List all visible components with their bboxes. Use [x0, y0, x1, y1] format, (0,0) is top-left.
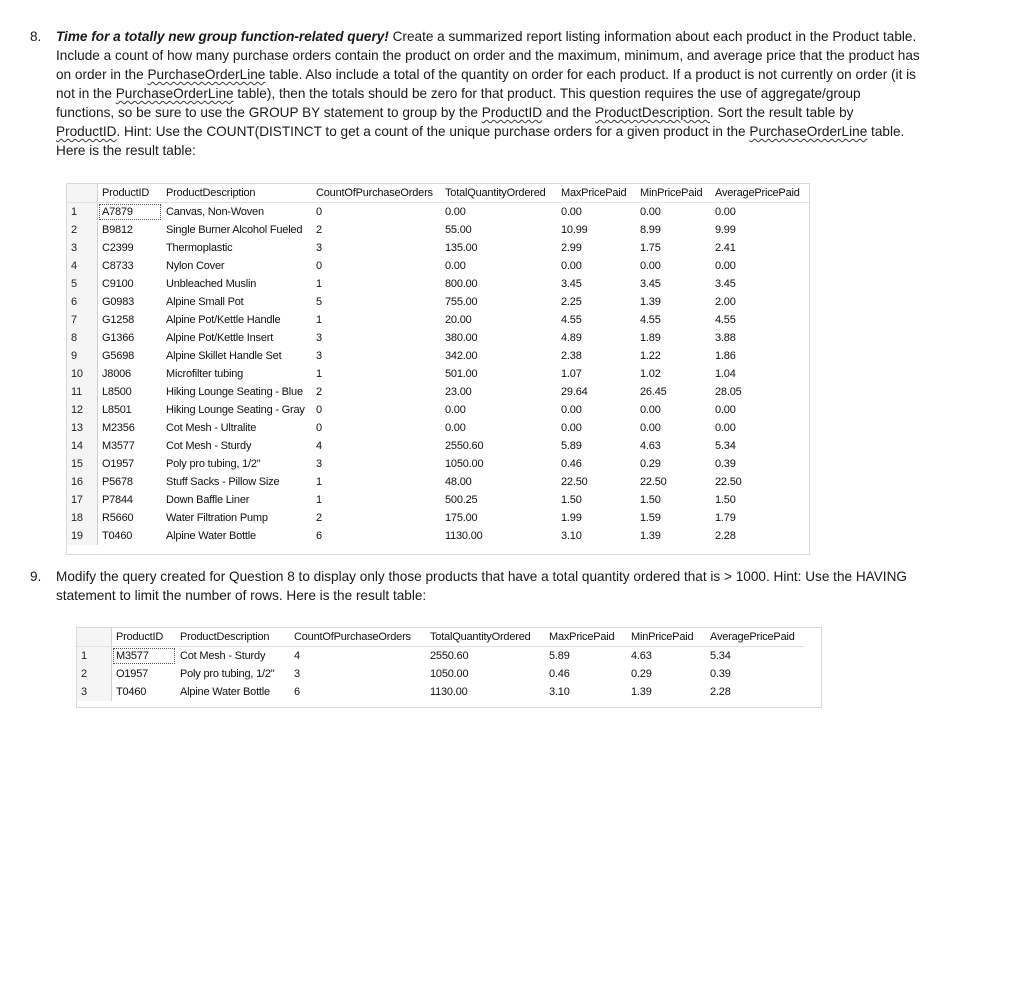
table-cell[interactable]: 0.00 — [445, 404, 466, 416]
table-cell[interactable]: 1.50 — [561, 494, 582, 506]
table-cell[interactable]: 0.29 — [640, 458, 661, 470]
row-number[interactable]: 15 — [67, 455, 98, 473]
table-cell[interactable]: 2.28 — [710, 686, 731, 698]
q8-text-part: table. Here is the result table: — [56, 124, 905, 158]
table-cell[interactable]: 0 — [316, 206, 322, 218]
question-8-text — [56, 27, 920, 160]
table-cell[interactable]: 1.86 — [715, 350, 736, 362]
column-header[interactable]: ProductID — [112, 628, 177, 647]
table-cell[interactable]: 3 — [294, 668, 300, 680]
question-8-lead: Time for a totally new group function-related query! — [56, 29, 389, 44]
row-number[interactable]: 13 — [67, 419, 98, 437]
table-cell[interactable]: P5678 — [102, 476, 133, 488]
row-number[interactable]: 7 — [67, 311, 98, 329]
table-cell[interactable]: 2.99 — [561, 242, 582, 254]
table-cell[interactable]: 0.00 — [561, 260, 582, 272]
question-8-number: 8. — [30, 29, 42, 44]
table-cell[interactable]: T0460 — [102, 530, 133, 542]
column-header[interactable]: CountOfPurchaseOrders — [312, 184, 441, 203]
result-grid-q9 — [76, 627, 822, 708]
table-cell[interactable]: 2550.60 — [430, 650, 469, 662]
table-cell[interactable]: 8.99 — [640, 224, 661, 236]
table-cell[interactable]: 1.50 — [640, 494, 661, 506]
table-row[interactable] — [67, 455, 809, 473]
table-cell[interactable]: 4.89 — [561, 332, 582, 344]
table-cell[interactable]: C9100 — [102, 278, 134, 290]
table-cell[interactable]: 1.75 — [640, 242, 661, 254]
table-cell[interactable]: 3 — [316, 350, 322, 362]
row-number[interactable]: 14 — [67, 437, 98, 455]
table-cell[interactable]: Canvas, Non-Woven — [166, 206, 264, 218]
table-cell[interactable]: Unbleached Muslin — [166, 278, 257, 290]
header-row — [77, 628, 804, 647]
table-cell[interactable]: Down Baffle Liner — [166, 494, 250, 506]
table-cell[interactable]: 1 — [316, 314, 322, 326]
table-cell[interactable]: 1050.00 — [445, 458, 484, 470]
table-row[interactable] — [67, 347, 809, 365]
table-cell[interactable]: 1.89 — [640, 332, 661, 344]
table-cell[interactable]: M3577 — [112, 647, 177, 666]
column-header[interactable]: TotalQuantityOrdered — [441, 184, 557, 203]
table-cell[interactable]: 20.00 — [445, 314, 472, 326]
table-cell[interactable]: Water Filtration Pump — [166, 512, 268, 524]
table-cell[interactable]: 2.00 — [715, 296, 736, 308]
table-cell[interactable]: 0.00 — [715, 260, 736, 272]
table-cell[interactable]: 0.39 — [710, 668, 731, 680]
spellcheck-word: PurchaseOrderLine — [749, 124, 868, 139]
table-cell[interactable]: 135.00 — [445, 242, 478, 254]
table-cell[interactable]: 3.88 — [715, 332, 736, 344]
table-cell[interactable]: 2550.60 — [445, 440, 484, 452]
table-row[interactable] — [67, 257, 809, 275]
table-cell[interactable]: 22.50 — [715, 476, 742, 488]
table-cell[interactable]: 0.00 — [640, 422, 661, 434]
row-number[interactable]: 4 — [67, 257, 98, 275]
row-number[interactable]: 18 — [67, 509, 98, 527]
table-row[interactable] — [67, 473, 809, 491]
table-cell[interactable]: 0.29 — [631, 668, 652, 680]
column-header[interactable]: MaxPricePaid — [545, 628, 627, 647]
table-cell[interactable]: 22.50 — [640, 476, 667, 488]
table-cell[interactable]: O1957 — [102, 458, 135, 470]
table-cell[interactable]: 1.39 — [640, 530, 661, 542]
table-cell[interactable]: P7844 — [102, 494, 133, 506]
table-cell[interactable]: 0 — [316, 404, 322, 416]
table-cell[interactable]: 0.00 — [715, 206, 736, 218]
table-cell[interactable]: Nylon Cover — [166, 260, 225, 272]
table-cell[interactable]: O1957 — [116, 668, 149, 680]
table-cell[interactable]: 0.00 — [561, 404, 582, 416]
table-cell[interactable]: 3.45 — [715, 278, 736, 290]
table-cell[interactable]: 1.59 — [640, 512, 661, 524]
table-cell[interactable]: G5698 — [102, 350, 135, 362]
table-cell[interactable]: 0.00 — [640, 206, 661, 218]
table-cell[interactable]: R5660 — [102, 512, 134, 524]
table-cell[interactable]: 1.39 — [640, 296, 661, 308]
table-cell[interactable]: 0 — [316, 422, 322, 434]
table-cell[interactable]: Poly pro tubing, 1/2" — [180, 668, 275, 680]
table-row[interactable] — [67, 527, 809, 545]
table-cell[interactable]: 3 — [316, 458, 322, 470]
table-cell[interactable]: 29.64 — [561, 386, 588, 398]
table-cell[interactable]: 1.22 — [640, 350, 661, 362]
column-header[interactable]: AveragePricePaid — [711, 184, 809, 203]
row-number[interactable]: 16 — [67, 473, 98, 491]
table-cell[interactable]: Poly pro tubing, 1/2" — [166, 458, 261, 470]
table-cell[interactable]: Alpine Water Bottle — [180, 686, 270, 698]
table-cell[interactable]: 500.25 — [445, 494, 478, 506]
row-number[interactable]: 9 — [67, 347, 98, 365]
table-row[interactable] — [67, 239, 809, 257]
q8-text-part: table. Also include a total of the quantity on order for each product. If a product is not currently on order (it is not in the — [56, 67, 916, 101]
table-cell[interactable]: Alpine Pot/Kettle Handle — [166, 314, 281, 326]
table-cell[interactable]: G1366 — [102, 332, 135, 344]
table-cell[interactable]: L8501 — [102, 404, 132, 416]
row-number[interactable]: 17 — [67, 491, 98, 509]
table-cell[interactable]: B9812 — [102, 224, 133, 236]
table-cell[interactable]: 6 — [316, 530, 322, 542]
table-cell[interactable]: M3577 — [102, 440, 135, 452]
question-9 — [30, 567, 920, 605]
row-number[interactable]: 10 — [67, 365, 98, 383]
table-cell[interactable]: Single Burner Alcohol Fueled — [166, 224, 303, 236]
q8-text-part: . Sort the result table by — [709, 105, 854, 120]
table-cell[interactable]: 0.00 — [561, 422, 582, 434]
row-number[interactable]: 1 — [77, 647, 112, 666]
table-cell[interactable]: 4.55 — [715, 314, 736, 326]
table-cell[interactable]: 3 — [316, 242, 322, 254]
table-cell[interactable]: 0.00 — [640, 404, 661, 416]
table-row[interactable] — [67, 491, 809, 509]
table-cell[interactable]: 1.50 — [715, 494, 736, 506]
row-number[interactable]: 1 — [67, 203, 98, 222]
table-cell[interactable]: Stuff Sacks - Pillow Size — [166, 476, 280, 488]
table-row[interactable] — [77, 683, 804, 701]
table-cell[interactable]: 2 — [316, 386, 322, 398]
table-cell[interactable]: 10.99 — [561, 224, 588, 236]
table-cell[interactable]: Alpine Water Bottle — [166, 530, 256, 542]
column-header[interactable]: ProductDescription — [176, 628, 290, 647]
table-cell[interactable]: 2 — [316, 512, 322, 524]
table-cell[interactable]: 1.07 — [561, 368, 582, 380]
table-cell[interactable]: 5.89 — [561, 440, 582, 452]
result-grid-q8 — [66, 183, 810, 555]
row-number[interactable]: 3 — [77, 683, 112, 701]
table-cell[interactable]: 175.00 — [445, 512, 478, 524]
q8-text-part: Create a summarized report listing information about each product in the Product table. Include a count of how many purchase orders contain the product on order and the maximum, minimum, and average price that the product has on order in the — [56, 29, 920, 82]
table-cell[interactable]: 5.34 — [715, 440, 736, 452]
table-cell[interactable]: 3.45 — [640, 278, 661, 290]
table-cell[interactable]: 0.00 — [715, 422, 736, 434]
table-cell[interactable]: 26.45 — [640, 386, 667, 398]
row-number[interactable]: 5 — [67, 275, 98, 293]
table-row[interactable] — [67, 419, 809, 437]
table-cell[interactable]: 1.39 — [631, 686, 652, 698]
table-cell[interactable]: 5 — [316, 296, 322, 308]
result-table-q9 — [77, 628, 804, 701]
table-cell[interactable]: 0.00 — [640, 260, 661, 272]
row-number[interactable]: 19 — [67, 527, 98, 545]
column-header[interactable]: MinPricePaid — [636, 184, 711, 203]
table-cell[interactable]: 0.46 — [561, 458, 582, 470]
column-header[interactable]: ProductDescription — [162, 184, 312, 203]
table-cell[interactable]: M2356 — [102, 422, 135, 434]
table-cell[interactable]: C8733 — [102, 260, 134, 272]
column-header[interactable]: MinPricePaid — [627, 628, 706, 647]
table-cell[interactable]: T0460 — [116, 686, 147, 698]
table-row[interactable] — [67, 275, 809, 293]
table-cell[interactable]: L8500 — [102, 386, 132, 398]
table-cell[interactable]: 6 — [294, 686, 300, 698]
table-cell[interactable]: 4.55 — [640, 314, 661, 326]
table-cell[interactable]: 48.00 — [445, 476, 472, 488]
table-cell[interactable]: 4 — [294, 650, 300, 662]
column-header[interactable]: TotalQuantityOrdered — [426, 628, 545, 647]
table-cell[interactable]: 1.02 — [640, 368, 661, 380]
table-cell[interactable]: 0.00 — [445, 422, 466, 434]
row-number[interactable]: 2 — [77, 665, 112, 683]
table-cell[interactable]: 0.39 — [715, 458, 736, 470]
table-cell[interactable]: Microfilter tubing — [166, 368, 244, 380]
row-number-header — [67, 184, 98, 203]
table-cell[interactable]: 0.00 — [561, 206, 582, 218]
table-cell[interactable]: 3.45 — [561, 278, 582, 290]
row-number[interactable]: 2 — [67, 221, 98, 239]
table-cell[interactable]: 5.34 — [710, 650, 731, 662]
table-row[interactable] — [67, 509, 809, 527]
table-cell[interactable]: 800.00 — [445, 278, 478, 290]
table-cell[interactable]: 2.25 — [561, 296, 582, 308]
result-table-q8 — [67, 184, 809, 545]
table-row[interactable] — [67, 293, 809, 311]
table-cell[interactable]: 1.99 — [561, 512, 582, 524]
spellcheck-word: PurchaseOrderLine — [147, 67, 266, 82]
header-row — [67, 184, 809, 203]
row-number[interactable]: 8 — [67, 329, 98, 347]
row-number[interactable]: 6 — [67, 293, 98, 311]
table-cell[interactable]: 23.00 — [445, 386, 472, 398]
table-cell[interactable]: C2399 — [102, 242, 134, 254]
table-cell[interactable]: 342.00 — [445, 350, 478, 362]
table-cell[interactable]: 1 — [316, 368, 322, 380]
table-cell[interactable]: 1.04 — [715, 368, 736, 380]
table-row[interactable] — [67, 437, 809, 455]
row-number[interactable]: 3 — [67, 239, 98, 257]
table-row[interactable] — [67, 221, 809, 239]
table-cell[interactable]: 1130.00 — [430, 686, 468, 698]
table-row[interactable] — [67, 311, 809, 329]
table-cell[interactable]: Hiking Lounge Seating - Blue — [166, 386, 303, 398]
q8-text-part: and the — [542, 105, 596, 120]
table-cell[interactable]: 4.55 — [561, 314, 582, 326]
table-cell[interactable]: 1 — [316, 278, 322, 290]
result-rows-q8 — [67, 203, 809, 546]
table-cell[interactable]: 22.50 — [561, 476, 588, 488]
table-cell[interactable]: 1050.00 — [430, 668, 469, 680]
table-cell[interactable]: A7879 — [98, 203, 163, 222]
table-row[interactable] — [77, 647, 804, 666]
table-cell[interactable]: 9.99 — [715, 224, 736, 236]
table-cell[interactable]: 2.41 — [715, 242, 736, 254]
table-row[interactable] — [67, 401, 809, 419]
column-header[interactable]: ProductID — [98, 184, 163, 203]
table-cell[interactable]: Thermoplastic — [166, 242, 233, 254]
table-row[interactable] — [67, 365, 809, 383]
table-cell[interactable]: Cot Mesh - Sturdy — [166, 440, 252, 452]
question-9-text: Modify the query created for Question 8 to display only those products that have a total quantity ordered that is > 1000. Hint: Use the HAVING statement to limit the number of rows. Here is the result table: — [56, 569, 907, 603]
spellcheck-word: ProductID — [481, 105, 543, 120]
table-cell[interactable]: 1130.00 — [445, 530, 483, 542]
table-cell[interactable]: 0.46 — [549, 668, 570, 680]
table-cell[interactable]: 4.63 — [640, 440, 661, 452]
table-cell[interactable]: 1 — [316, 476, 322, 488]
table-cell[interactable]: 3.10 — [561, 530, 582, 542]
row-number-header — [77, 628, 112, 647]
question-9-number: 9. — [30, 569, 42, 584]
column-header[interactable]: AveragePricePaid — [706, 628, 804, 647]
column-header[interactable]: MaxPricePaid — [557, 184, 636, 203]
column-header[interactable]: CountOfPurchaseOrders — [290, 628, 426, 647]
table-cell[interactable]: 0.00 — [445, 260, 466, 272]
table-cell[interactable]: 501.00 — [445, 368, 478, 380]
table-cell[interactable]: 4 — [316, 440, 322, 452]
table-cell[interactable]: 0.00 — [445, 206, 466, 218]
table-cell[interactable]: Alpine Skillet Handle Set — [166, 350, 282, 362]
table-cell[interactable]: 3.10 — [549, 686, 570, 698]
table-cell[interactable]: G0983 — [102, 296, 135, 308]
table-row[interactable] — [77, 665, 804, 683]
table-cell[interactable]: 28.05 — [715, 386, 742, 398]
table-cell[interactable]: J8006 — [102, 368, 131, 380]
table-cell[interactable]: 2.28 — [715, 530, 736, 542]
row-number[interactable]: 12 — [67, 401, 98, 419]
table-cell[interactable]: 755.00 — [445, 296, 478, 308]
spellcheck-word: ProductDescription — [595, 105, 710, 120]
table-cell[interactable]: 380.00 — [445, 332, 478, 344]
spellcheck-word: PurchaseOrderLine — [115, 86, 234, 101]
table-cell[interactable]: 2.38 — [561, 350, 582, 362]
row-number[interactable]: 11 — [67, 383, 98, 401]
table-cell[interactable]: Alpine Pot/Kettle Insert — [166, 332, 274, 344]
table-cell[interactable]: 4.63 — [631, 650, 652, 662]
table-row[interactable] — [67, 203, 809, 222]
table-cell[interactable]: Cot Mesh - Ultralite — [166, 422, 257, 434]
table-cell[interactable]: 3 — [316, 332, 322, 344]
table-cell[interactable]: 2 — [316, 224, 322, 236]
table-cell[interactable]: Alpine Small Pot — [166, 296, 244, 308]
spellcheck-word: ProductID — [56, 124, 117, 139]
table-cell[interactable]: 1.79 — [715, 512, 736, 524]
table-cell[interactable]: Hiking Lounge Seating - Gray — [166, 404, 305, 416]
table-row[interactable] — [67, 329, 809, 347]
table-cell[interactable]: G1258 — [102, 314, 135, 326]
table-row[interactable] — [67, 383, 809, 401]
table-cell[interactable]: 1 — [316, 494, 322, 506]
table-cell[interactable]: 5.89 — [549, 650, 570, 662]
table-cell[interactable]: 0 — [316, 260, 322, 272]
q8-text-part: . Hint: Use the COUNT(DISTINCT to get a count of the unique purchase orders for a given product in the — [116, 124, 750, 139]
q8-text-part: table), then the totals should be zero for that product. This question requires the use of aggregate/group functions, so be sure to use the GROUP BY statement to group by the — [56, 86, 861, 120]
table-cell[interactable]: Cot Mesh - Sturdy — [180, 650, 266, 662]
result-rows-q9 — [77, 647, 804, 702]
question-8 — [30, 27, 920, 160]
table-cell[interactable]: 55.00 — [445, 224, 472, 236]
table-cell[interactable]: 0.00 — [715, 404, 736, 416]
